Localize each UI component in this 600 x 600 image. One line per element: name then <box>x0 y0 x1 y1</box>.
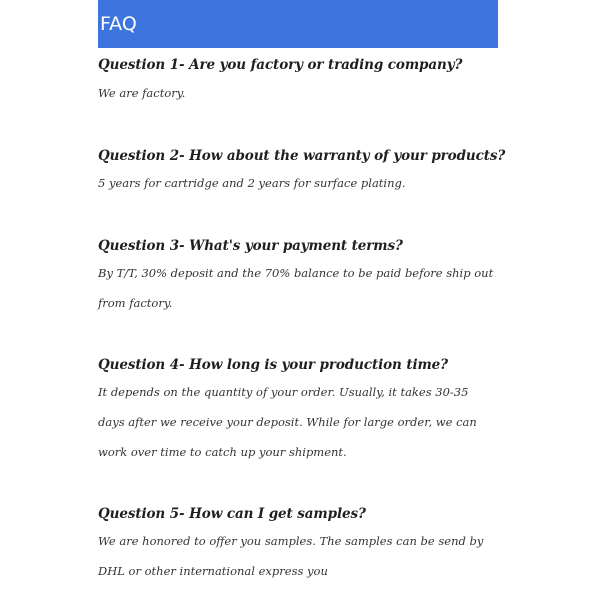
faq-item-3 <box>98 236 498 318</box>
faq-item-5 <box>98 504 498 586</box>
faq-question-1: Question 1- Are you factory or trading company? <box>98 57 463 73</box>
faq-answer-2: 5 years for cartridge and 2 years for surface plating. <box>98 176 406 190</box>
faq-list <box>98 55 506 586</box>
faq-question-3: Question 3- What's your payment terms? <box>98 238 403 254</box>
faq-title: FAQ <box>100 13 137 35</box>
faq-answer-3: By T/T, 30% deposit and the 70% balance to be paid before ship out from factory. <box>98 266 494 310</box>
faq-answer-1: We are factory. <box>98 86 186 100</box>
faq-item-2 <box>98 146 506 198</box>
faq-item-4 <box>98 355 498 467</box>
faq-question-5: Question 5- How can I get samples? <box>98 506 366 522</box>
faq-page <box>98 0 506 586</box>
faq-question-4: Question 4- How long is your production time? <box>98 357 448 373</box>
faq-answer-4: It depends on the quantity of your order. Usually, it takes 30-35 days after we receive your deposit. While for large order, we can work over time to catch up your shipment. <box>98 385 477 459</box>
faq-answer-5: We are honored to offer you samples. The samples can be send by DHL or other international express you <box>98 534 484 578</box>
faq-question-2: Question 2- How about the warranty of your products? <box>98 148 506 164</box>
faq-item-1 <box>98 55 498 108</box>
faq-header <box>98 0 498 48</box>
